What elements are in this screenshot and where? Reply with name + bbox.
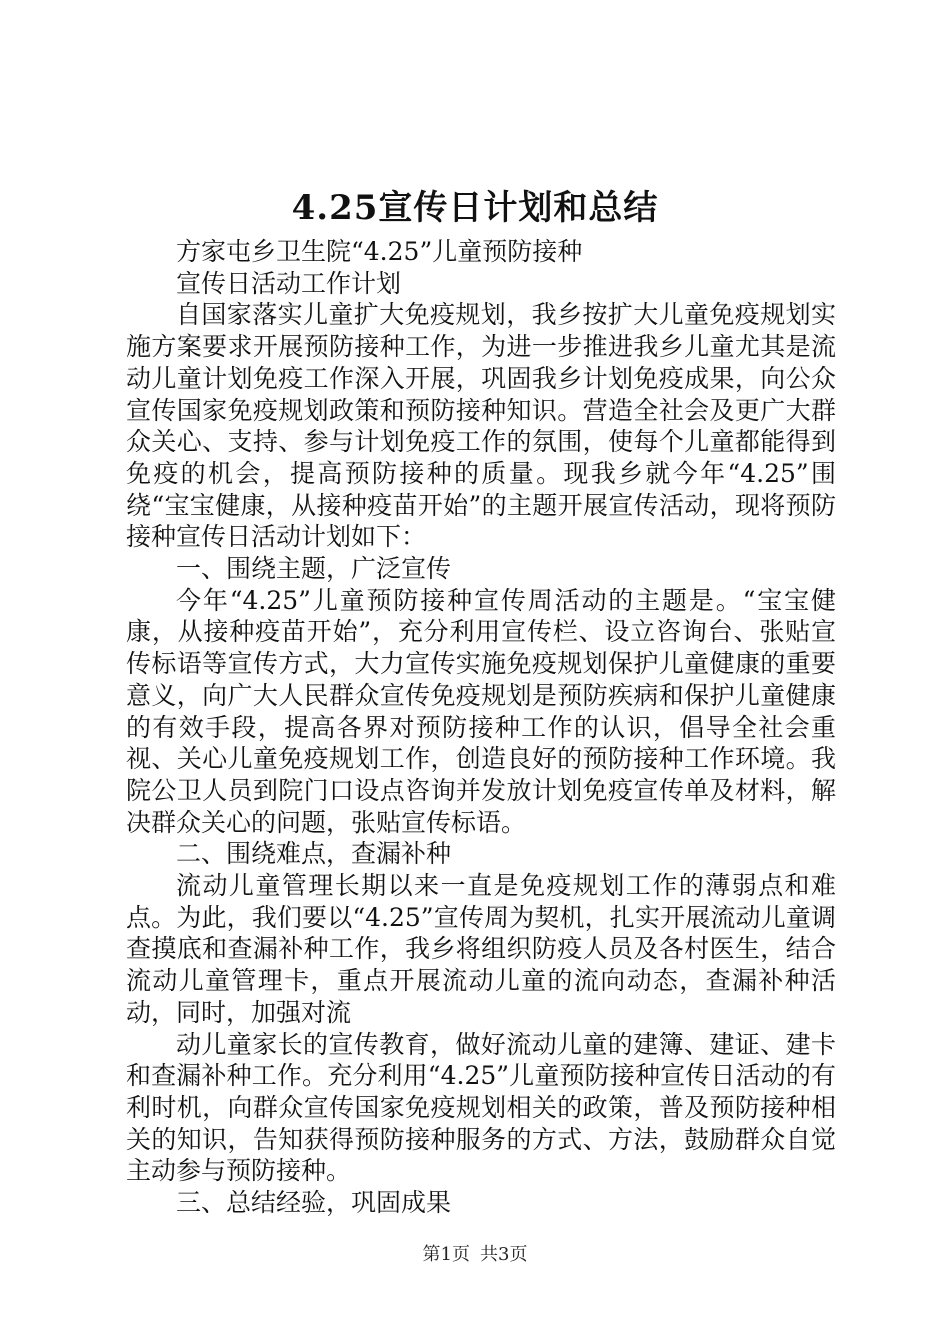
document-body	[126, 236, 836, 1219]
paragraph-heading-1: 方家屯乡卫生院“4.25”儿童预防接种	[176, 237, 583, 266]
paragraph-section-2b: 动儿童家长的宣传教育，做好流动儿童的建簿、建证、建卡和查漏补种工作。充分利用“4.25”儿童预防接种宣传日活动的有利时机，向群众宣传国家免疫规划相关的政策，普及预防接种相关的知识，告知获得预防接种服务的方式、方法，鼓励群众自觉主动参与预防接种。	[126, 1029, 836, 1186]
section-heading-1: 一、围绕主题，广泛宣传	[176, 554, 452, 584]
page-footer	[0, 1243, 950, 1267]
document-title: 4.25宣传日计划和总结	[291, 188, 659, 228]
paragraph-section-1: 今年“4.25”儿童预防接种宣传周活动的主题是。“宝宝健康，从接种疫苗开始”，充分利用宣传栏、设立咨询台、张贴宣传标语等宣传方式，大力宣传实施免疫规划保护儿童健康的重要意义，向广大人民群众宣传免疫规划是预防疾病和保护儿童健康的有效手段，提高各界对预防接种工作的认识，倡导全社会重视、关心儿童免疫规划工作，创造良好的预防接种工作环境。我院公卫人员到院门口设点咨询并发放计划免疫宣传单及材料，解决群众关心的问题，张贴宣传标语。	[126, 585, 836, 837]
paragraph-section-2a: 流动儿童管理长期以来一直是免疫规划工作的薄弱点和难点。为此，我们要以“4.25”宣传周为契机，扎实开展流动儿童调查摸底和查漏补种工作，我乡将组织防疫人员及各村医生，结合流动儿童管理卡，重点开展流动儿童的流向动态，查漏补种活动，同时，加强对流	[126, 871, 836, 1027]
section-heading-2: 二、围绕难点，查漏补种	[176, 839, 452, 869]
page-number: 第1页	[422, 1244, 470, 1265]
paragraph-intro: 自国家落实儿童扩大免疫规划，我乡按扩大儿童免疫规划实施方案要求开展预防接种工作，为进一步推进我乡儿童尤其是流动儿童计划免疫工作深入开展，巩固我乡计划免疫成果，向公众宣传国家免疫规划政策和预防接种知识。营造全社会及更广大群众关心、支持、参与计划免疫工作的氛围，使每个儿童都能得到免疫的机会，提高预防接种的质量。现我乡就今年“4.25”围绕“宝宝健康，从接种疫苗开始”的主题开展宣传活动，现将预防接种宣传日活动计划如下：	[126, 300, 836, 552]
section-heading-3: 三、总结经验，巩固成果	[176, 1188, 452, 1218]
page-total: 共3页	[480, 1244, 528, 1265]
paragraph-heading-2: 宣传日活动工作计划	[176, 268, 402, 298]
